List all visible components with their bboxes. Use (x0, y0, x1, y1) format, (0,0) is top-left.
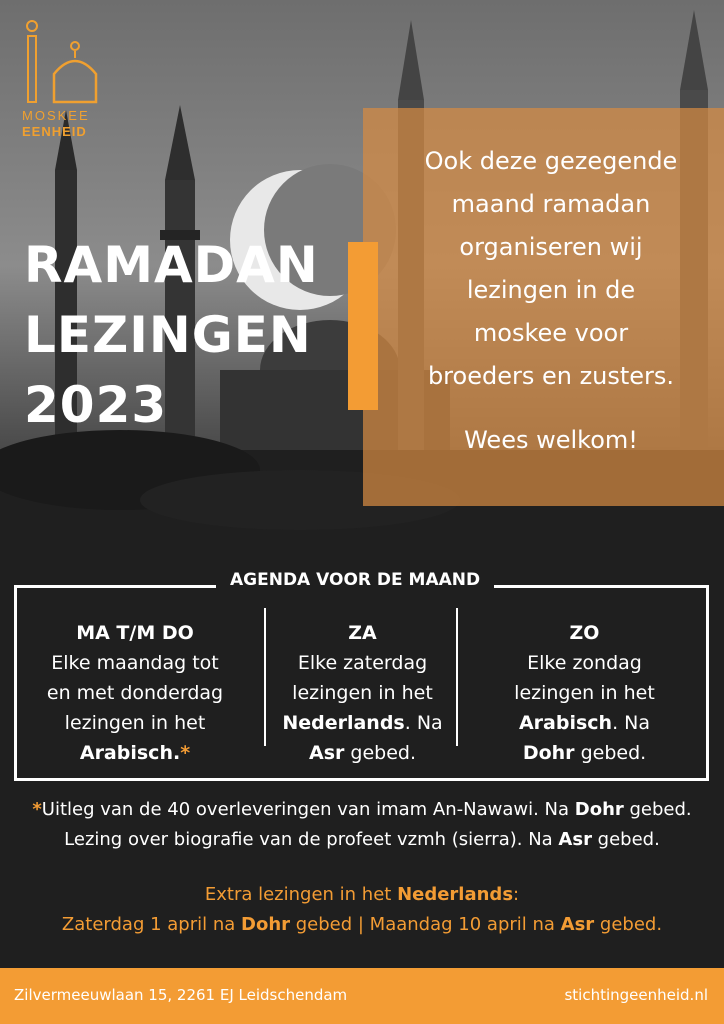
agenda-col-text: . Na (612, 712, 651, 734)
agenda-col-text: gebed. (344, 742, 417, 764)
footnote-prayer: Asr (558, 829, 592, 850)
agenda-col-heading: ZA (348, 622, 377, 644)
agenda-col-text: gebed. (574, 742, 647, 764)
logo-text (22, 108, 90, 140)
intro-line: maand ramadan (451, 190, 651, 218)
agenda-col-text: lezingen in het (514, 682, 655, 704)
agenda-col-text: Elke zondag (527, 652, 642, 674)
footer-address: Zilvermeeuwlaan 15, 2261 EJ Leidschendam (14, 986, 348, 1004)
agenda-col-text (270, 738, 455, 768)
agenda-language: Arabisch. (79, 742, 181, 764)
extra-text: Zaterdag 1 april na (61, 914, 242, 935)
footnote-star: * (180, 742, 191, 764)
page-title (24, 230, 319, 440)
agenda-col-saturday (270, 618, 455, 768)
agenda-col-text (462, 738, 707, 768)
agenda-title: AGENDA VOOR DE MAAND (216, 570, 494, 590)
agenda-prayer: Dohr (522, 742, 575, 764)
extra-text: gebed | Maandag 10 april na (290, 914, 561, 935)
title-line-1: RAMADAN (24, 236, 319, 294)
agenda-col-heading: MA T/M DO (76, 622, 194, 644)
intro-text (378, 140, 724, 398)
agenda-col-text: lezingen in het (64, 712, 206, 734)
extra-text: : (513, 884, 520, 905)
extra-line (0, 880, 724, 910)
agenda-col-text: Elke maandag tot (51, 652, 219, 674)
agenda-col-text: Elke zaterdag (297, 652, 428, 674)
footer-website-link[interactable]: stichtingeenheid.nl (564, 986, 708, 1004)
logo-line-1: MOSKEE (22, 108, 90, 123)
accent-bar (348, 242, 378, 410)
agenda-col-text: en met donderdag (46, 682, 224, 704)
agenda-col-text (462, 708, 707, 738)
extra-text: Extra lezingen in het (204, 884, 398, 905)
footer (0, 968, 724, 1024)
extra-prayer: Asr (560, 914, 595, 935)
agenda-col-weekdays (20, 618, 250, 768)
agenda-prayer: Asr (308, 742, 345, 764)
intro-line: Ook deze gezegende (424, 147, 678, 175)
agenda-col-text (20, 738, 250, 768)
footnote-text: gebed. (591, 829, 660, 850)
logo-line-2: EENHEID (22, 124, 87, 139)
agenda-language: Nederlands (282, 712, 405, 734)
footnote-line (0, 795, 724, 825)
agenda-divider (264, 608, 266, 746)
intro-line: moskee voor (473, 319, 629, 347)
mosque-logo-icon (20, 18, 110, 108)
agenda-divider (456, 608, 458, 746)
agenda-col-sunday (462, 618, 707, 768)
agenda-col-heading: ZO (569, 622, 600, 644)
extra-text: gebed. (594, 914, 663, 935)
intro-line: organiseren wij (459, 233, 643, 261)
welcome-text: Wees welkom! (464, 426, 638, 454)
footnotes (0, 795, 724, 855)
footnote-line (0, 825, 724, 855)
intro-line: lezingen in de (466, 276, 636, 304)
agenda-col-text (270, 708, 455, 738)
footnote-star: * (32, 799, 42, 820)
extra-prayer: Dohr (241, 914, 291, 935)
footnote-prayer: Dohr (574, 799, 624, 820)
intro-line: broeders en zusters. (427, 362, 675, 390)
title-line-3: 2023 (24, 376, 168, 434)
agenda-col-text: lezingen in het (292, 682, 433, 704)
footnote-text: Lezing over biografie van de profeet vzmh (sierra). Na (64, 829, 559, 850)
footnote-text: gebed. (623, 799, 692, 820)
extra-lectures (0, 880, 724, 940)
agenda-language: Arabisch (518, 712, 613, 734)
extra-language: Nederlands (397, 884, 514, 905)
footnote-text: Uitleg van de 40 overleveringen van imam An-Nawawi. Na (41, 799, 575, 820)
title-line-2: LEZINGEN (24, 306, 312, 364)
extra-line (0, 910, 724, 940)
agenda-col-text: . Na (404, 712, 443, 734)
